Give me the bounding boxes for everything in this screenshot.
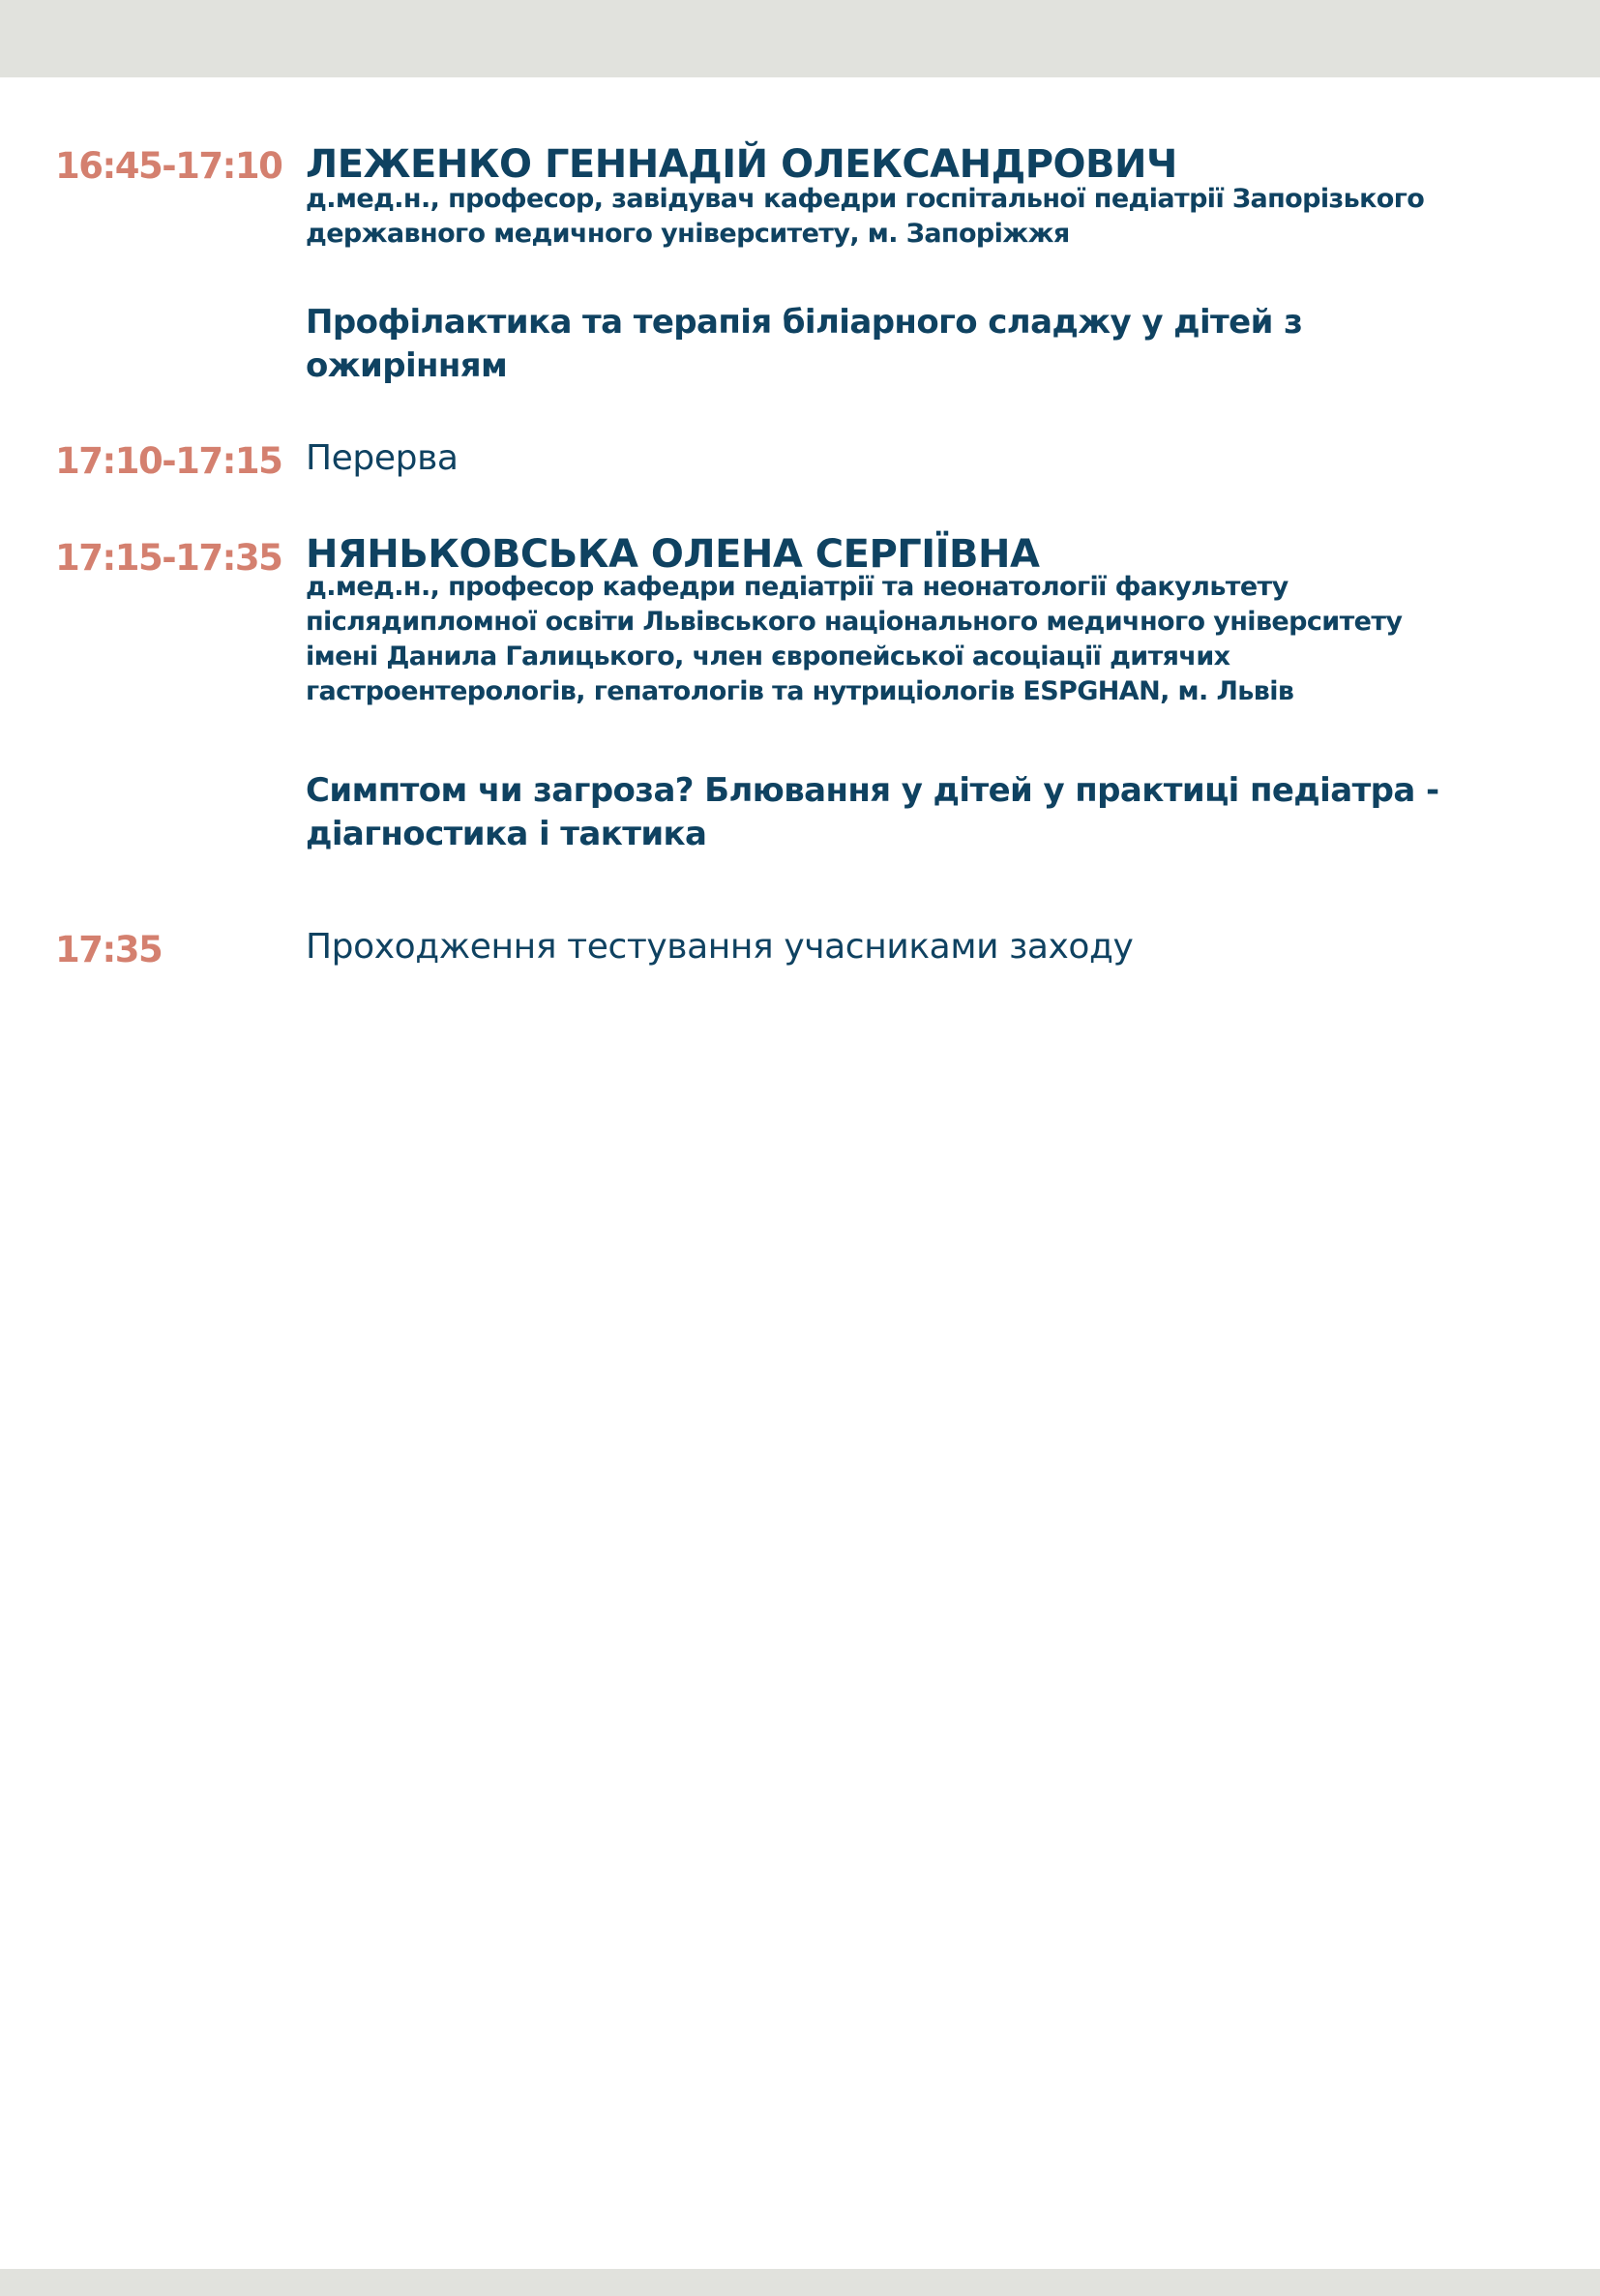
topic-line: діагностика і тактика xyxy=(306,815,707,853)
credentials-line: державного медичного університету, м. Запоріжжя xyxy=(306,219,1070,249)
testing-label: Проходження тестування учасниками заходу xyxy=(306,927,1134,967)
top-header-bar xyxy=(0,0,1600,77)
session-time: 16:45-17:10 xyxy=(55,145,282,187)
topic-line: Профілактика та терапія біліарного сладжу у дітей з xyxy=(306,303,1303,342)
talk-topic xyxy=(306,769,1439,856)
speaker-name: НЯНЬКОВСЬКА ОЛЕНА СЕРГІЇВНА xyxy=(306,532,1040,577)
topic-line: ожирінням xyxy=(306,346,508,385)
talk-topic xyxy=(306,301,1302,388)
testing-time: 17:35 xyxy=(55,929,163,970)
credentials-line: гастроентерологів, гепатологів та нутриціологів ESPGHAN, м. Львів xyxy=(306,676,1294,706)
break-label: Перерва xyxy=(306,438,459,478)
credentials-line: імені Данила Галицького, член європейської асоціації дитячих xyxy=(306,641,1230,671)
speaker-name: ЛЕЖЕНКО ГЕННАДІЙ ОЛЕКСАНДРОВИЧ xyxy=(306,142,1177,187)
bottom-footer-bar xyxy=(0,2269,1600,2296)
credentials-line: післядипломної освіти Львівського національного медичного університету xyxy=(306,607,1403,637)
speaker-credentials xyxy=(306,182,1424,252)
session-speaker-block xyxy=(306,142,1177,187)
break-time: 17:10-17:15 xyxy=(55,440,282,482)
session-speaker-block xyxy=(306,532,1040,577)
session-time: 17:15-17:35 xyxy=(55,537,282,579)
speaker-credentials xyxy=(306,570,1402,709)
credentials-line: д.мед.н., професор кафедри педіатрії та неонатології факультету xyxy=(306,572,1289,602)
credentials-line: д.мед.н., професор, завідувач кафедри госпітальної педіатрії Запорізького xyxy=(306,184,1425,214)
topic-line: Симптом чи загроза? Блювання у дітей у практиці педіатра - xyxy=(306,771,1439,810)
